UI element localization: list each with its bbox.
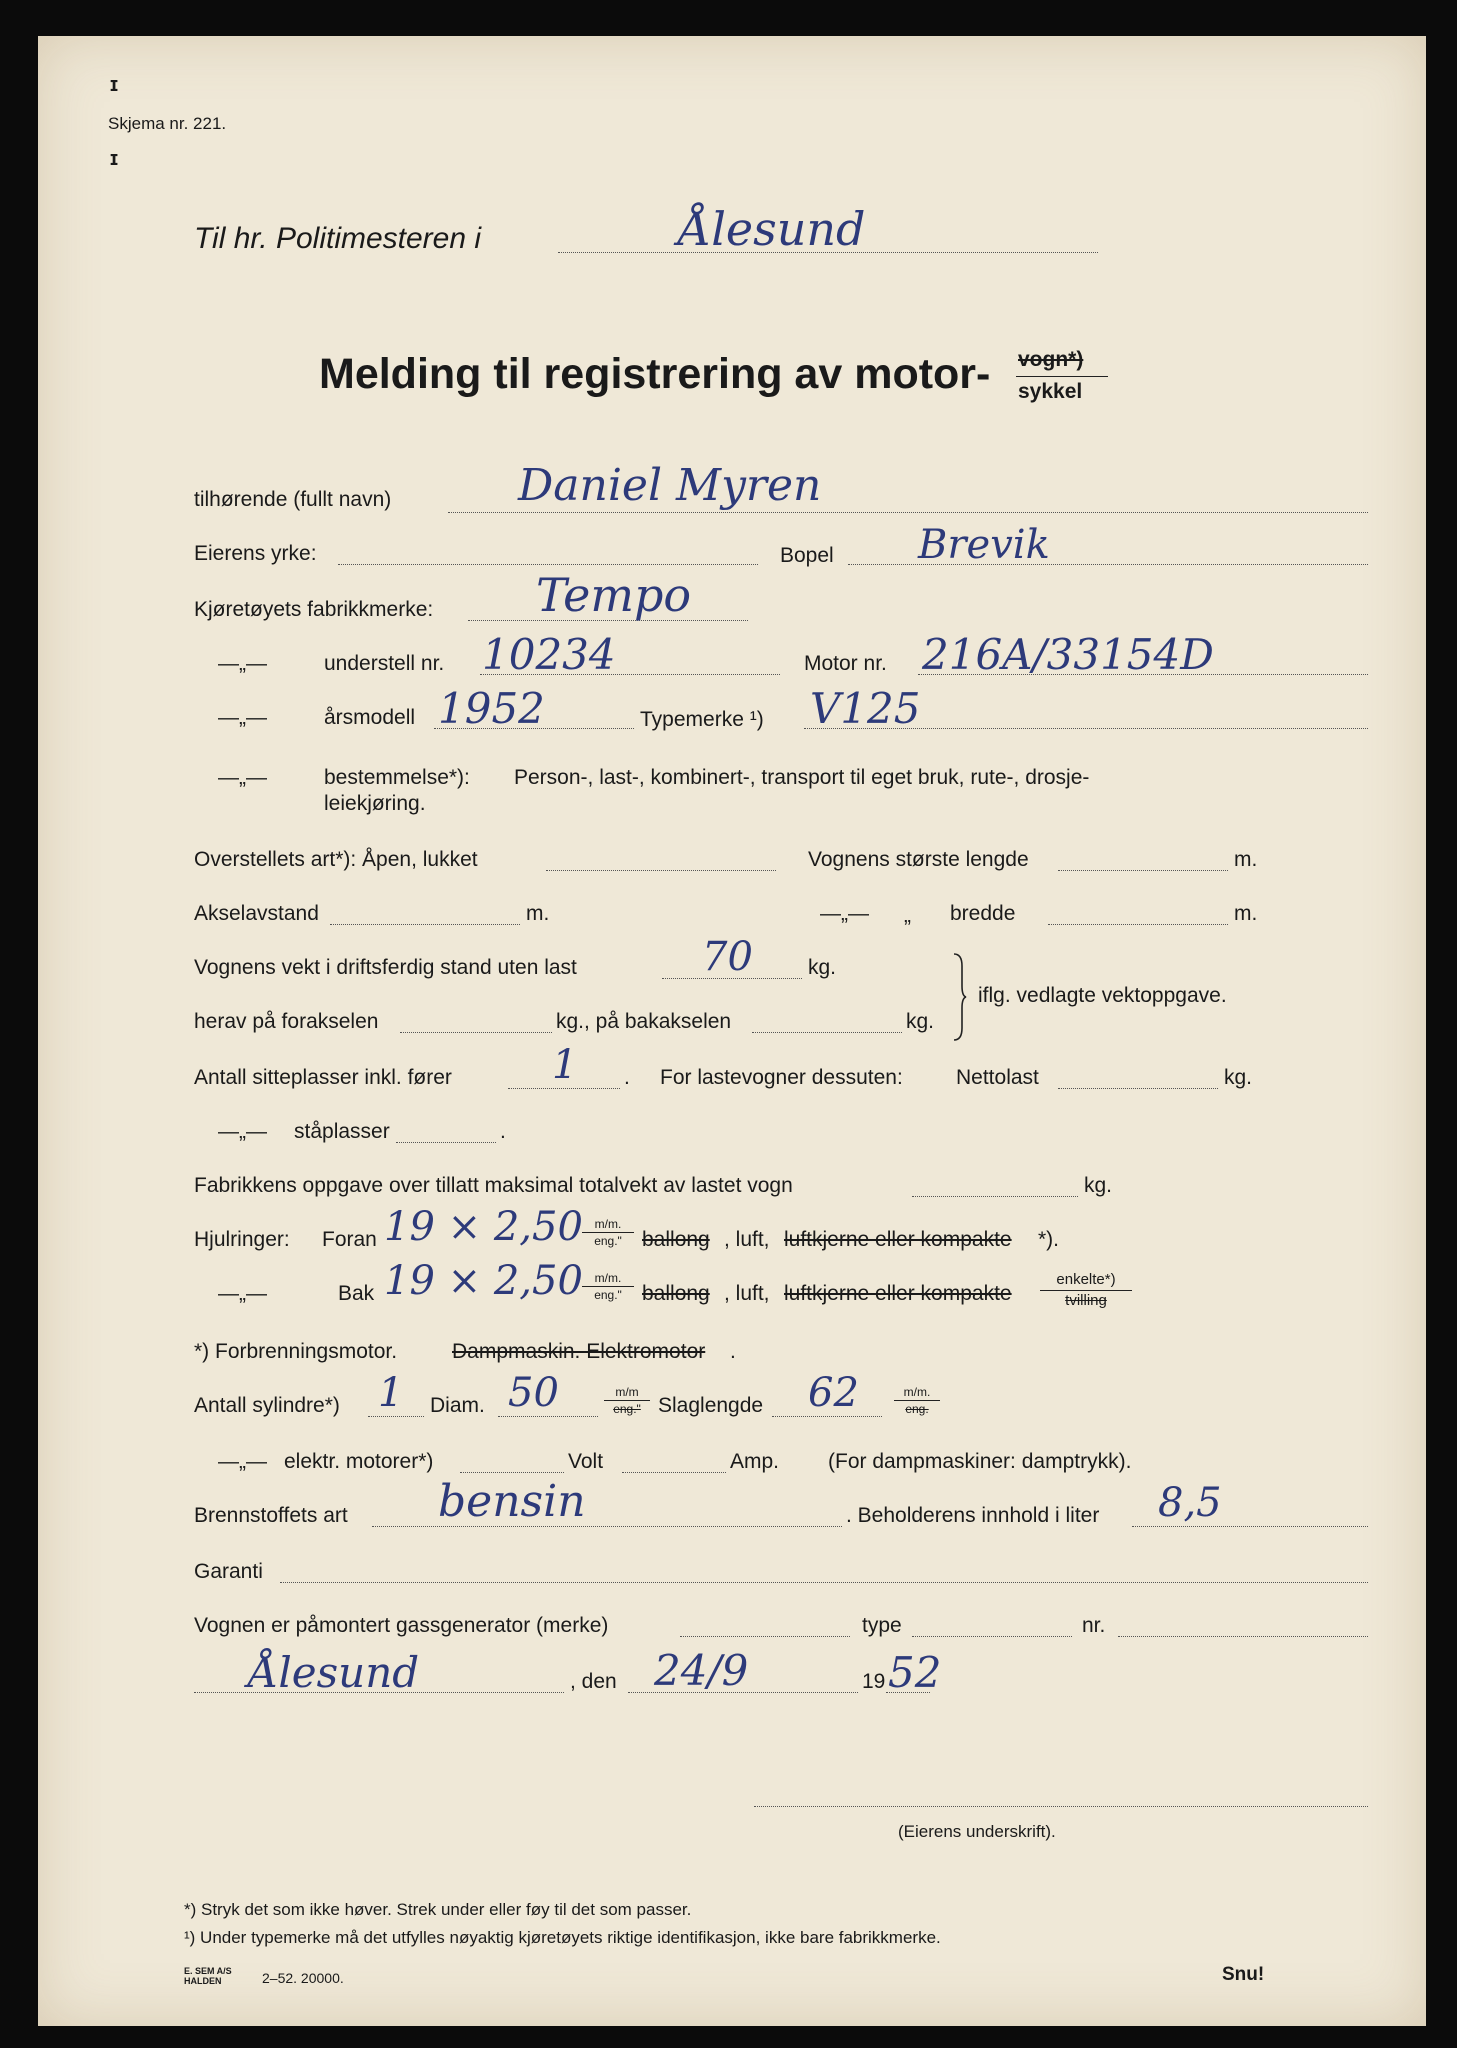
volt-label: Volt [568,1450,604,1473]
owner-name-line [448,512,1368,513]
seats-label: Antall sitteplasser inkl. fører [194,1066,452,1089]
tyres-struck-solid: luftkjerne eller kompakte [784,1228,1012,1251]
occupation-label: Eierens yrke: [194,542,317,565]
tyres-single-twin: enkelte*) tvilling [1040,1270,1132,1311]
tyres-struck-balloon: ballong [642,1228,710,1251]
stroke-label: Slaglengde [658,1394,764,1417]
front-axle-label: herav på forakselen [194,1010,379,1033]
tank-value: 8,5 [1158,1480,1222,1526]
body-type-label: Overstellets art*): Åpen, lukket [194,848,478,871]
ditto-mark: —„— [218,1120,267,1143]
standing-dot: . [500,1120,506,1143]
make-value: Tempo [536,568,692,622]
amp-label: Amp. [730,1450,780,1473]
cargo-label: For lastevogner dessuten: [660,1066,903,1089]
standing-label: ståplasser [294,1120,390,1143]
tank-label: . Beholderens innhold i liter [846,1504,1100,1527]
motor-value: 216A/33154D [922,630,1214,679]
purpose-options-2: leiekjøring. [324,792,426,815]
weight-note: iflg. vedlagte vektoppgave. [978,984,1227,1007]
title-divider [1016,376,1108,377]
diameter-unit: m/m eng." [604,1384,650,1417]
seats-line [508,1088,620,1089]
diameter-label: Diam. [430,1394,485,1417]
tyres-air: , luft, [724,1228,770,1251]
ditto-mark: —„— [218,706,267,729]
owner-signature-line [754,1806,1368,1807]
body-type-line [546,870,776,871]
city-value: Ålesund [678,202,866,256]
date-label: , den [570,1670,617,1693]
place-value: Ålesund [248,1648,420,1697]
width-unit: m. [1234,902,1258,925]
pen-mark: ɪ [110,148,119,170]
length-line [1058,870,1228,871]
tyres-front-label: Foran [322,1228,377,1251]
rear-axle-line [752,1032,902,1033]
title-kept-option: sykkel [1018,380,1083,403]
tyres-front-value: 19 × 2,50 [384,1204,583,1250]
print-run: 2–52. 20000. [262,1970,344,1986]
pen-mark: ɪ [110,74,119,96]
cylinders-label: Antall sylindre*) [194,1394,340,1417]
tank-line [1132,1526,1368,1527]
chassis-value: 10234 [482,630,616,679]
guarantee-label: Garanti [194,1560,263,1583]
tyres-front-unit: m/m. eng." [582,1216,634,1249]
diameter-line [498,1416,598,1417]
date-value: 24/9 [654,1646,749,1695]
footnote-one: ¹) Under typemerke må det utfylles nøyaktig kjøretøyets riktige identifikasjon, ikke bare fabrikkmerke. [184,1928,941,1947]
registration-form [38,36,1426,2026]
tyres-front-end: *). [1038,1228,1059,1251]
owner-signature-label: (Eierens underskrift). [898,1822,1056,1841]
tyres-rear-struck-solid: luftkjerne eller kompakte [784,1282,1012,1305]
stroke-unit: m/m. eng. [894,1384,940,1417]
year-suffix: 52 [888,1648,942,1697]
ditto-mark: —„— [218,1282,267,1305]
net-load-line [1058,1088,1218,1089]
gas-generator-line [680,1636,850,1637]
width-line [1048,924,1228,925]
fuel-label: Brennstoffets art [194,1504,348,1527]
weight-value: 70 [702,934,753,980]
weight-unit: kg. [808,956,837,979]
tyres-label: Hjulringer: [194,1228,290,1251]
electric-motors-line [460,1472,564,1473]
seats-dot: . [624,1066,630,1089]
purpose-options-1: Person-, last-, kombinert-, transport til eget bruk, rute-, drosje- [514,766,1090,789]
engine-struck-types: Dampmaskin. Elektromotor [452,1340,706,1363]
max-weight-label: Fabrikkens oppgave over tillatt maksimal totalvekt av lastet vogn [194,1174,793,1197]
printer-name: E. SEM A/S HALDEN [184,1966,232,1986]
standing-line [396,1142,496,1143]
tyres-rear-unit: m/m. eng." [582,1270,634,1303]
tyres-rear-value: 19 × 2,50 [384,1258,583,1304]
year-label: årsmodell [324,706,416,729]
gas-generator-label: Vognen er påmontert gassgenerator (merke) [194,1614,609,1637]
owner-name-label: tilhørende (fullt navn) [194,488,392,511]
turn-over-note: Snu! [1222,1964,1265,1985]
engine-type-end: . [730,1340,736,1363]
type-label: Typemerke ¹) [640,708,764,731]
make-label: Kjøretøyets fabrikkmerke: [194,598,434,621]
year-prefix: 19 [862,1670,886,1693]
guarantee-line [280,1582,1368,1583]
net-load-unit: kg. [1224,1066,1253,1089]
ditto-mark: —„— [820,902,869,925]
max-weight-unit: kg. [1084,1174,1113,1197]
gas-type-line [912,1636,1072,1637]
stroke-line [772,1416,882,1417]
ditto-mark: —„— [218,1450,267,1473]
wheelbase-label: Akselavstand [194,902,319,925]
gas-nr-label: nr. [1082,1614,1106,1637]
motor-label: Motor nr. [804,652,887,675]
rear-axle-label: kg., på bakakselen [556,1010,732,1033]
gas-nr-line [1118,1636,1368,1637]
length-label: Vognens største lengde [808,848,1029,871]
width-label: bredde [950,902,1016,925]
occupation-line [338,564,758,565]
purpose-label: bestemmelse*): [324,766,470,789]
seats-value: 1 [552,1042,578,1088]
wheelbase-unit: m. [526,902,550,925]
steam-pressure-label: (For dampmaskiner: damptrykk). [828,1450,1132,1473]
residence-label: Bopel [780,544,834,567]
cylinders-line [368,1416,424,1417]
max-weight-line [912,1196,1078,1197]
wheelbase-line [330,924,520,925]
footnote-star: *) Stryk det som ikke høver. Strek under eller føy til det som passer. [184,1900,692,1919]
rear-axle-unit: kg. [906,1010,935,1033]
chassis-label: understell nr. [324,652,445,675]
ditto-quote: „ [904,904,911,927]
form-number: Skjema nr. 221. [108,114,227,133]
title-struck-option: vogn*) [1018,348,1084,371]
fuel-value: bensin [438,1476,586,1527]
diameter-value: 50 [508,1370,559,1416]
owner-name-value: Daniel Myren [518,460,822,511]
type-value: V125 [810,684,921,733]
tyres-rear-label: Bak [338,1282,375,1305]
volt-line [622,1472,726,1473]
engine-type-label: *) Forbrenningsmotor. [194,1340,398,1363]
stroke-value: 62 [808,1370,859,1416]
front-axle-line [400,1032,552,1033]
ditto-mark: —„— [218,652,267,675]
weight-label: Vognens vekt i driftsferdig stand uten last [194,956,577,979]
tyres-rear-struck-balloon: ballong [642,1282,710,1305]
cylinders-value: 1 [378,1370,404,1416]
weight-brace [950,952,968,1042]
length-unit: m. [1234,848,1258,871]
ditto-mark: —„— [218,766,267,789]
form-title: Melding til registrering av motor- [319,350,991,398]
tyres-rear-air: , luft, [724,1282,770,1305]
year-value: 1952 [438,684,545,733]
gas-type-label: type [862,1614,902,1637]
net-load-label: Nettolast [956,1066,1039,1089]
residence-value: Brevik [918,522,1050,568]
addressee-label: Til hr. Politimesteren i [194,222,482,255]
electric-motors-label: elektr. motorer*) [284,1450,434,1473]
